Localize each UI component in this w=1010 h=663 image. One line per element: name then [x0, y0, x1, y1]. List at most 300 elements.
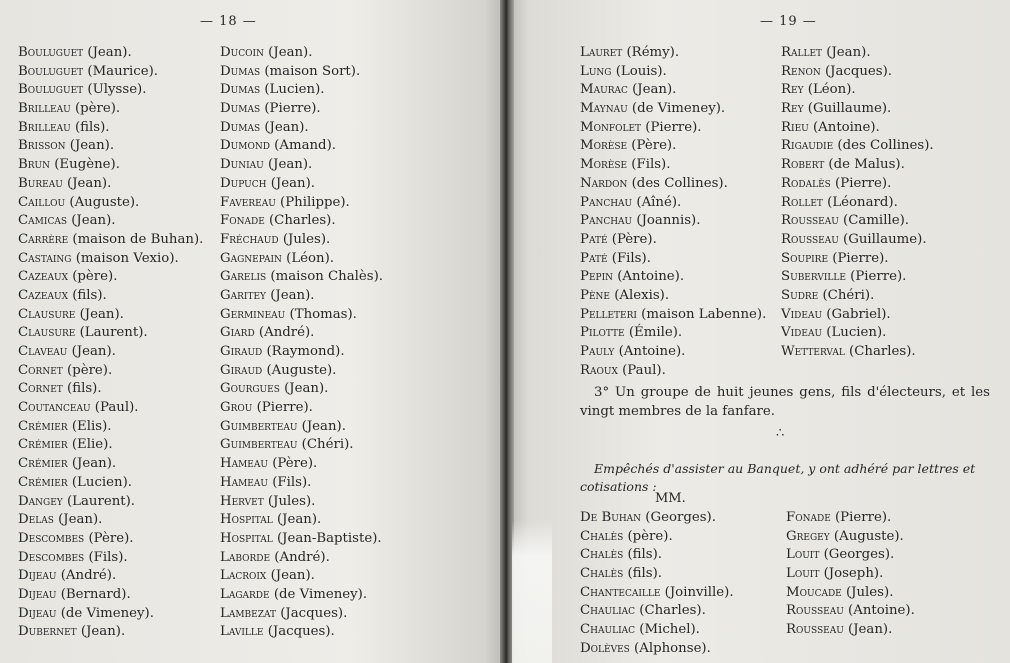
name-entry [18, 63, 203, 82]
name-entry [18, 81, 203, 100]
entry-given: (Jean). [75, 306, 124, 322]
entry-surname: Videau [781, 306, 823, 322]
entry-surname: Cazeaux [18, 287, 68, 303]
entry-surname: Dolèves [580, 640, 630, 656]
entry-given: (Pierre). [260, 101, 321, 117]
entry-surname: Crémier [18, 474, 68, 490]
entry-given: (Jean). [263, 45, 313, 60]
name-entry [220, 119, 383, 138]
name-entry [580, 156, 766, 175]
name-entry [18, 418, 203, 437]
entry-surname: Dangey [18, 493, 63, 509]
name-entry [18, 287, 203, 306]
entry-given: (Paul). [617, 362, 666, 378]
entry-surname: Brun [18, 157, 51, 173]
name-entry [580, 528, 734, 547]
entry-given: (Jacques). [276, 605, 348, 621]
entry-surname: Moucade [786, 584, 842, 600]
entry-given: (Jean). [266, 175, 315, 191]
entry-surname: Hospital [220, 512, 273, 528]
name-entry [18, 567, 203, 586]
entry-surname: Rousseau [781, 231, 839, 247]
entry-given: (Amand). [269, 138, 336, 154]
entry-given: (Jean-Baptiste). [272, 530, 382, 546]
entry-given: (Pierre). [830, 175, 892, 191]
name-entry [580, 324, 766, 343]
entry-surname: Rigaudie [781, 138, 834, 154]
entry-given: (Jean). [67, 456, 117, 472]
name-entry [220, 474, 383, 493]
entry-surname: Descombes [18, 530, 85, 546]
entry-given: (de Malus). [824, 157, 905, 173]
entry-given: (Chéri). [297, 437, 354, 453]
name-entry [580, 268, 766, 287]
entry-given: (Elie). [67, 437, 113, 453]
entry-surname: Pène [580, 287, 610, 303]
entry-given: (Philippe). [275, 194, 350, 210]
entry-given: (Jacques). [820, 63, 893, 79]
entry-surname: Louit [786, 566, 820, 582]
entry-surname: Dumas [220, 119, 261, 135]
entry-given: (Pierre). [641, 119, 702, 135]
entry-surname: Louit [786, 547, 820, 563]
entry-surname: Cornet [18, 362, 63, 378]
entry-given: (Ulysse). [83, 82, 147, 98]
entry-given: (Alexis). [609, 287, 670, 303]
entry-given: (Auguste). [262, 362, 337, 378]
name-entry [580, 119, 766, 138]
entry-surname: Robert [781, 157, 825, 173]
name-entry [786, 621, 915, 640]
name-entry [220, 455, 383, 474]
entry-surname: Germineau [220, 306, 286, 322]
name-entry [781, 175, 934, 194]
entry-given: (père). [623, 528, 673, 544]
entry-surname: Hospital [220, 530, 273, 546]
name-entry [580, 343, 766, 362]
name-entry [220, 268, 383, 287]
entry-surname: Coutanceau [18, 400, 91, 416]
name-entry [18, 436, 203, 455]
entry-surname: Soupire [781, 250, 829, 266]
entry-given: (Jean). [843, 622, 893, 638]
entry-surname: Clausure [18, 306, 76, 322]
entry-given: (Jean). [263, 157, 313, 173]
entry-given: (Joseph). [819, 566, 884, 582]
name-entry [580, 306, 766, 325]
name-entry [781, 287, 934, 306]
page-tear [512, 520, 552, 663]
entry-surname: Maynau [580, 101, 628, 117]
entry-given: (Père). [607, 231, 657, 247]
name-entry [220, 324, 383, 343]
entry-surname: Nardon [580, 175, 628, 191]
entry-given: (des Collines). [627, 175, 728, 191]
name-entry [18, 362, 203, 381]
entry-given: (Laurent). [75, 325, 148, 341]
name-entry [220, 567, 383, 586]
name-entry [220, 493, 383, 512]
entry-surname: Panchau [580, 194, 633, 210]
entry-given: (Lucien). [822, 325, 887, 341]
entry-given: (Guillaume). [803, 101, 892, 117]
entry-surname: Lagarde [220, 586, 270, 602]
entry-given: (Jean). [67, 213, 116, 229]
entry-surname: Hervet [220, 493, 264, 509]
entry-given: (Gabriel). [822, 306, 891, 322]
entry-surname: Laville [220, 624, 264, 640]
entry-surname: Chauliac [580, 603, 636, 619]
name-entry [18, 623, 203, 642]
entry-surname: Fonade [786, 510, 831, 525]
entry-surname: Favereau [220, 194, 276, 210]
entry-surname: Rousseau [781, 213, 839, 229]
name-column-right-2 [781, 44, 934, 362]
entry-surname: Dumas [220, 82, 261, 98]
name-entry [580, 640, 734, 659]
name-column-left-1 [18, 44, 203, 642]
entry-surname: Crémier [18, 437, 68, 453]
name-entry [781, 212, 934, 231]
absent-column-1 [580, 509, 734, 659]
name-entry [18, 343, 203, 362]
entry-surname: Giraud [220, 362, 263, 378]
entry-given: (maison de Buhan). [68, 231, 204, 247]
entry-surname: Rodalès [781, 175, 831, 191]
name-entry [220, 156, 383, 175]
group-note: 3° Un groupe de huit jeunes gens, fils d'électeurs, et les vingt membres de la fanfare. [580, 385, 990, 419]
entry-given: (Guillaume). [838, 231, 927, 247]
entry-surname: Dupuch [220, 175, 267, 191]
entry-surname: Castaing [18, 250, 72, 266]
entry-given: (Lucien). [67, 474, 132, 490]
name-entry [220, 399, 383, 418]
entry-surname: Rallet [781, 45, 823, 60]
entry-surname: Rieu [781, 119, 809, 135]
entry-surname: Pepin [580, 269, 614, 285]
entry-given: (Pierre). [828, 250, 889, 266]
name-entry [220, 175, 383, 194]
entry-given: (Raymond). [262, 344, 345, 359]
entry-given: (Jean). [260, 119, 309, 135]
entry-given: (fils). [62, 381, 102, 397]
page-number-right: — 19 — [760, 14, 817, 29]
name-entry [786, 509, 915, 528]
name-entry [781, 100, 934, 119]
entry-surname: Carrère [18, 231, 69, 247]
entry-surname: Laborde [220, 549, 271, 565]
name-entry [580, 100, 766, 119]
entry-surname: Clausure [18, 325, 76, 341]
mm-label: MM. [655, 491, 686, 506]
entry-given: (Jean). [272, 512, 322, 528]
entry-surname: Guimberteau [220, 437, 298, 453]
name-entry [220, 44, 383, 63]
entry-given: (maison Vexio). [71, 250, 179, 266]
name-entry [580, 509, 734, 528]
name-entry [220, 418, 383, 437]
entry-given: (Lucien). [260, 82, 325, 98]
name-entry [18, 44, 203, 63]
name-entry [781, 250, 934, 269]
entry-given: (Antoine). [808, 119, 880, 135]
absent-note: Empêchés d'assister au Banquet, y ont adhéré par lettres et cotisations : [580, 461, 976, 494]
name-entry [781, 156, 934, 175]
name-entry [220, 436, 383, 455]
entry-given: (Bernard). [56, 586, 131, 602]
name-entry [18, 380, 203, 399]
entry-surname: Guimberteau [220, 418, 298, 434]
name-entry [220, 511, 383, 530]
entry-given: (de Vimeney). [627, 101, 726, 117]
name-entry [220, 623, 383, 642]
entry-given: (Léon). [281, 250, 335, 266]
entry-surname: Chauliac [580, 622, 636, 638]
entry-surname: Lambezat [220, 605, 276, 621]
entry-given: (maison Labenne). [636, 306, 767, 322]
entry-given: (Charles). [844, 344, 916, 359]
entry-surname: Giraud [220, 344, 263, 359]
entry-given: (Joinville). [660, 584, 734, 600]
entry-surname: Fréchaud [220, 231, 279, 247]
entry-surname: Panchau [580, 213, 633, 229]
name-entry [18, 324, 203, 343]
entry-given: (Père). [84, 530, 134, 546]
entry-given: (Jean). [65, 138, 115, 154]
name-entry [18, 156, 203, 175]
entry-surname: Chalès [580, 528, 624, 544]
entry-surname: Dijeau [18, 586, 57, 602]
name-entry [580, 621, 734, 640]
entry-given: (Elis). [67, 418, 112, 434]
name-entry [781, 306, 934, 325]
entry-given: (Pierre). [830, 510, 892, 525]
entry-surname: Renon [781, 63, 821, 79]
entry-given: (Pierre). [252, 400, 313, 416]
entry-given: (Père). [267, 456, 318, 472]
entry-surname: Crémier [18, 456, 68, 472]
entry-surname: Videau [781, 325, 823, 341]
entry-given: (Fils). [627, 157, 671, 173]
entry-given: (de Vimeney). [56, 605, 154, 621]
entry-given: (Père). [627, 138, 677, 154]
entry-surname: Crémier [18, 418, 68, 434]
entry-surname: Rousseau [786, 622, 844, 638]
entry-given: (maison Sort). [260, 63, 361, 79]
name-entry [786, 584, 915, 603]
entry-surname: Chalès [580, 566, 624, 582]
ornament: ∴ [776, 426, 785, 441]
name-entry [18, 455, 203, 474]
entry-surname: Lauret [580, 45, 623, 60]
entry-given: (Auguste). [65, 194, 140, 210]
name-entry [786, 528, 915, 547]
name-column-left-2 [220, 44, 383, 642]
entry-surname: Grou [220, 400, 253, 416]
name-entry [786, 602, 915, 621]
entry-surname: Ducoin [220, 45, 264, 60]
name-entry [580, 137, 766, 156]
entry-given: (André). [254, 325, 315, 341]
entry-given: (Jean). [76, 624, 126, 640]
entry-surname: Suberville [781, 269, 846, 285]
entry-given: (Jean). [62, 175, 112, 191]
entry-surname: Dumond [220, 138, 270, 154]
entry-surname: Gregey [786, 528, 830, 544]
entry-given: (Antoine). [613, 269, 685, 285]
name-entry [781, 44, 934, 63]
entry-surname: Descombes [18, 549, 85, 565]
entry-surname: Delas [18, 512, 54, 528]
name-entry [18, 119, 203, 138]
entry-given: (Jean). [822, 45, 871, 60]
entry-given: (Jean). [627, 82, 677, 98]
entry-given: (Jean). [265, 287, 315, 303]
entry-surname: Pelleteri [580, 306, 637, 322]
name-entry [18, 474, 203, 493]
name-entry [220, 63, 383, 82]
entry-given: (Antoine). [843, 603, 915, 619]
entry-given: (Jules). [278, 231, 331, 247]
entry-given: (Jules). [263, 493, 316, 509]
name-entry [220, 530, 383, 549]
name-entry [220, 137, 383, 156]
entry-surname: Cazeaux [18, 269, 68, 285]
entry-given: (Émile). [624, 325, 683, 341]
entry-surname: Chalès [580, 547, 624, 563]
name-entry [580, 250, 766, 269]
entry-surname: Dijeau [18, 568, 57, 584]
entry-given: (de Vimeney). [269, 586, 368, 602]
entry-surname: Hameau [220, 456, 268, 472]
entry-surname: Lung [580, 63, 612, 79]
name-entry [781, 343, 934, 362]
name-entry [18, 586, 203, 605]
entry-surname: Morèse [580, 157, 628, 173]
name-entry [18, 250, 203, 269]
entry-given: (Rémy). [622, 45, 680, 60]
entry-surname: Dubernet [18, 624, 77, 640]
entry-surname: Garelis [220, 269, 267, 285]
entry-given: (des Collines). [833, 138, 934, 154]
entry-given: (Jean). [279, 381, 329, 397]
entry-given: (Antoine). [614, 344, 686, 359]
entry-surname: Sudre [781, 287, 819, 303]
entry-given: (Louis). [611, 63, 667, 79]
entry-given: (Léonard). [822, 194, 898, 210]
entry-given: (Eugène). [50, 157, 120, 173]
name-entry [18, 511, 203, 530]
entry-surname: Monfolet [580, 119, 642, 135]
name-entry [781, 137, 934, 156]
entry-given: (maison Chalès). [266, 269, 384, 285]
entry-surname: Rollet [781, 194, 823, 210]
entry-given: (Jean). [67, 344, 116, 359]
entry-given: (Léon). [803, 82, 856, 98]
name-entry [580, 44, 766, 63]
entry-given: (Aîné). [632, 194, 682, 210]
name-entry [18, 194, 203, 213]
name-entry [580, 175, 766, 194]
entry-surname: Paté [580, 250, 608, 266]
name-entry [781, 63, 934, 82]
entry-given: (fils). [623, 547, 663, 563]
entry-surname: Bouluguet [18, 63, 84, 79]
entry-surname: Pilotte [580, 325, 625, 341]
entry-given: (Alphonse). [629, 640, 711, 656]
entry-given: (Jean). [83, 45, 132, 60]
name-entry [18, 100, 203, 119]
entry-surname: Fonade [220, 213, 265, 229]
entry-surname: Wetterval [781, 344, 845, 359]
entry-surname: Maurac [580, 82, 628, 98]
name-entry [18, 212, 203, 231]
entry-given: (Thomas). [285, 306, 357, 322]
entry-given: (Fils). [267, 474, 312, 490]
entry-surname: Brisson [18, 138, 66, 154]
entry-surname: Cornet [18, 381, 63, 397]
entry-surname: Lacroix [220, 568, 267, 584]
entry-surname: De Buhan [580, 510, 642, 525]
entry-given: (Charles). [635, 603, 706, 619]
name-entry [220, 306, 383, 325]
name-entry [580, 81, 766, 100]
name-entry [580, 287, 766, 306]
entry-given: (Jean). [53, 512, 103, 528]
entry-surname: Garitey [220, 287, 266, 303]
name-entry [580, 584, 734, 603]
entry-surname: Morèse [580, 138, 628, 154]
name-entry [18, 137, 203, 156]
name-entry [18, 493, 203, 512]
entry-given: (Joannis). [632, 213, 701, 229]
name-entry [580, 231, 766, 250]
name-entry [220, 380, 383, 399]
name-entry [220, 100, 383, 119]
name-entry [18, 549, 203, 568]
entry-given: (Pierre). [845, 269, 907, 285]
name-entry [580, 212, 766, 231]
name-entry [786, 565, 915, 584]
entry-given: (Jules). [841, 584, 894, 600]
name-entry [220, 250, 383, 269]
entry-given: (Georges). [819, 547, 895, 563]
entry-given: (Maurice). [83, 63, 159, 79]
name-entry [18, 306, 203, 325]
entry-surname: Gagnepain [220, 250, 282, 266]
entry-given: (fils). [623, 566, 663, 582]
entry-surname: Dumas [220, 63, 261, 79]
name-entry [220, 194, 383, 213]
entry-given: (André). [270, 549, 330, 565]
entry-surname: Chantecaille [580, 584, 661, 600]
entry-given: (Fils). [607, 250, 651, 266]
name-entry [781, 268, 934, 287]
name-entry [220, 231, 383, 250]
name-entry [18, 268, 203, 287]
name-entry [220, 212, 383, 231]
name-entry [580, 194, 766, 213]
name-entry [781, 324, 934, 343]
entry-given: (père). [70, 101, 121, 117]
name-entry [18, 399, 203, 418]
entry-surname: Bouluguet [18, 82, 84, 98]
entry-surname: Rey [781, 82, 804, 98]
entry-surname: Duniau [220, 157, 264, 173]
entry-given: (Laurent). [62, 493, 136, 509]
name-entry [580, 565, 734, 584]
entry-surname: Brilleau [18, 101, 71, 117]
